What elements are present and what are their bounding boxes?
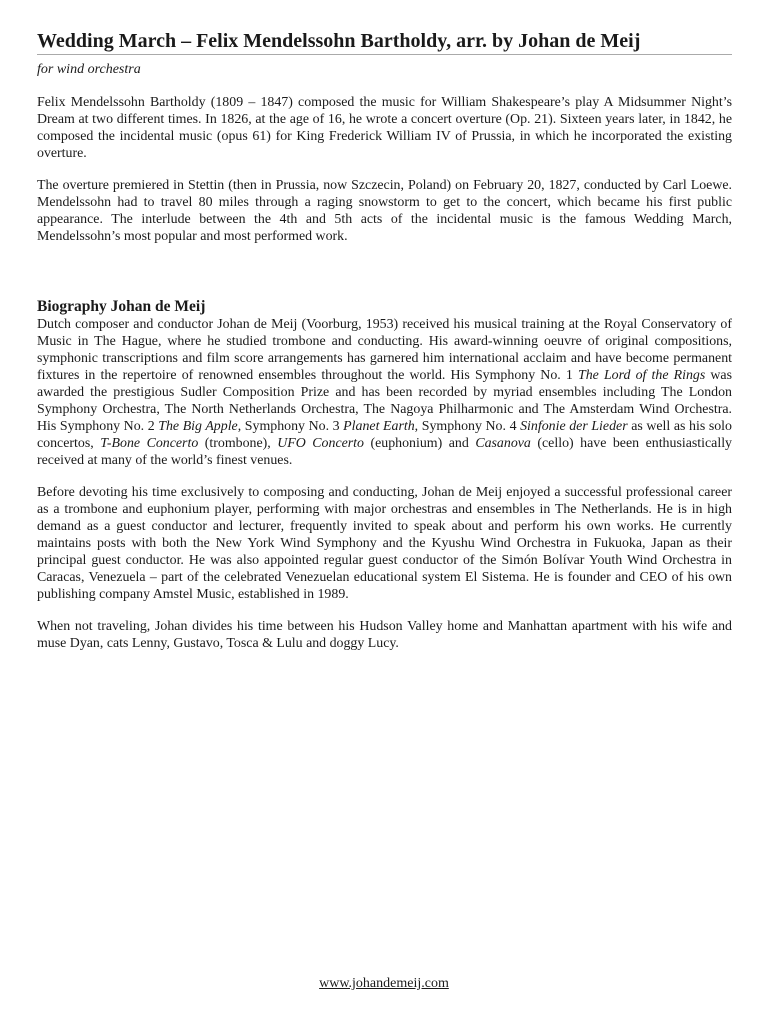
text-segment: (euphonium) and xyxy=(363,436,476,451)
biography-paragraph-3: When not traveling, Johan divides his time between his Hudson Valley home and Manhattan apartment with his wife and muse Dyan, cats Lenny, Gustavo, Tosca & Lulu and doggy Lucy. xyxy=(37,619,732,651)
text-segment: Dutch composer and conductor Johan de Meij (Voorburg, 1953) received his musical training at the Royal Conservatory of Music in The Hague, where he studied trombone and conducting. His award-winning oeuvre of original compositions, symphonic transcriptions and film score arrangements has garnered him international acclaim and have become permanent fixtures in the repertoire of renowned ensembles throughout the world. His Symphony No. 1 xyxy=(37,317,732,383)
work-title: T-Bone Concerto xyxy=(100,436,199,451)
text-segment: , Symphony No. 3 xyxy=(237,419,344,434)
text-segment: (cello) have been enthusiastically received at many of the world’s finest venues. xyxy=(37,436,732,468)
page-title: Wedding March – Felix Mendelssohn Bartholdy, arr. by Johan de Meij xyxy=(37,29,732,55)
work-title: The Lord of the Rings xyxy=(577,368,706,383)
text-segment: as well as his solo concertos, xyxy=(37,419,732,451)
document-body xyxy=(37,29,732,652)
work-title: The Big Apple xyxy=(158,419,238,434)
work-title: UFO Concerto xyxy=(277,436,364,451)
text-segment: , Symphony No. 4 xyxy=(414,419,521,434)
biography-paragraph-2: Before devoting his time exclusively to composing and conducting, Johan de Meij enjoyed a successful professional career as a trombone and euphonium player, performing with major orchestras and ensembles in The Netherlands. He is in high demand as a guest conductor and lecturer, frequently invited to speak about and perform his own works. He currently maintains posts with both the New York Wind Symphony and the Kyushu Wind Orchestra in Fukuoka, Japan as their principal guest conductor. He was also appointed regular guest conductor of the Simón Bolívar Youth Wind Orchestra in Caracas, Venezuela – part of the celebrated Venezuelan educational system El Sistema. He is founder and CEO of his own publishing company Amstel Music, established in 1989. xyxy=(37,485,732,602)
subtitle: for wind orchestra xyxy=(37,62,141,77)
intro-paragraph-2: The overture premiered in Stettin (then in Prussia, now Szczecin, Poland) on February 20, 1827, conducted by Carl Loewe. Mendelssohn had to travel 80 miles through a raging snowstorm to get to the concert, which became his first public appearance. The interlude between the 4th and 5th acts of the incidental music is the famous Wedding March, Mendelssohn’s most popular and most performed work. xyxy=(37,178,732,244)
text-segment: (trombone), xyxy=(198,436,278,451)
intro-paragraph-1: Felix Mendelssohn Bartholdy (1809 – 1847) composed the music for William Shakespeare’s play A Midsummer Night’s Dream at two different times. In 1826, at the age of 16, he wrote a concert overture (Op. 21). Sixteen years later, in 1842, he composed the incidental music (opus 61) for King Frederick William IV of Prussia, in which he incorporated the existing overture. xyxy=(37,95,732,161)
work-title: Sinfonie der Lieder xyxy=(520,419,628,434)
work-title: Planet Earth xyxy=(343,419,415,434)
text-segment: was awarded the prestigious Sudler Composition Prize and has been recorded by myriad ensembles including The London Symphony Orchestra, The North Netherlands Orchestra, The Nagoya Philharmonic and The Amsterdam Wind Orchestra. His Symphony No. 2 xyxy=(37,368,733,434)
footer xyxy=(0,975,768,993)
website-link[interactable]: www.johandemeij.com xyxy=(319,976,449,991)
biography-heading: Biography Johan de Meij xyxy=(37,298,206,315)
biography-paragraph-1 xyxy=(37,316,732,469)
work-title: Casanova xyxy=(475,436,531,451)
